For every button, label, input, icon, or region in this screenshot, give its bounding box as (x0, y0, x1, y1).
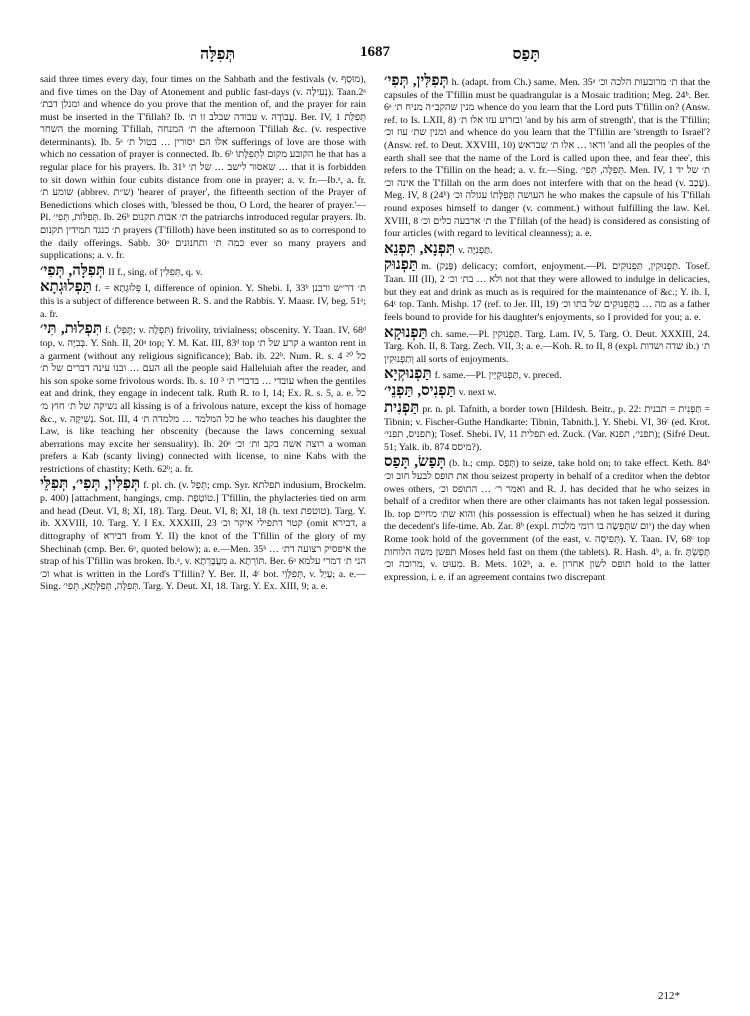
entry-headword: תְּפִלִּין, תְּפִי׳ (384, 73, 449, 89)
left-column (40, 74, 366, 595)
entry-definition: h. (adapt. from Ch.) same. Men. 35ᵃ ת׳ מרובעות הלכה וכ׳ that the capsules of the T'fillin must be quadrangular is a Mosaic tradition; Meg. 24ᵇ. Ber. 6ᵃ מנין שהקב״ה מניח ת׳ whence do you learn that the Lord puts T'fillin on? (Answ. ref. to Is. LXII, 8) ובזרוע עזו אלו ת׳ 'and by his arm of strength', that is the T'fillin; ומנין שת׳ עוז וכ׳ and whence do you learn that the T'fillin are 'strength to Israel'? (Answ. ref. to Deut. XXVIII, 10) וראו … אלו ת׳ שבראש 'and all the peoples of the earth shall see that the name of the Lord is called upon thee, and fear thee', this refers to the T'fillin on the head; a. v. fr.—Sing. תְּפִלָּה, תְּפִי׳. Men. IV, 1 ת׳ של יד אינה וכ׳ the T'fillah on the arm does not interfere with that on the head (v. עָכַב). Meg. IV, 8 (24ᵇ) העושה תְּפִלָּתוֹ עגולה וכ׳ he who makes the capsule of his T'fillah round exposes himself to danger (v. comment.) without fulfilling the law. Kel. XVIII, 8 ת׳ ארבעה כלים וכ׳ the T'fillah (of the head) is considered as consisting of four articles (with regard to levitical cleanness); a. e. (384, 77, 711, 240)
dictionary-entry (384, 384, 710, 400)
dictionary-entry (384, 258, 710, 324)
dictionary-entry (40, 322, 366, 476)
dictionary-entry (384, 326, 710, 367)
entry-headword: תִּפְנָא, תִּפְנֵא (384, 240, 456, 257)
entry-definition: m. (פָּנַק) delicacy; comfort, enjoyment.—Pl. תַּפְנוּקִין, תַּפְנוּקִים. Tosef. Taan. III (II), 2 ולא … בת׳ וכ׳ not that they were allowed to indulge in delicacies, but they eat and drink as much as is required for the maintenance of &c.; Y. ib. I, 64ᶜ top. Tanh. Mishp. 17 (ref. to Jer. III, 19) מה … בַּתַּפְנוּקִים של בתו וכ׳ as a father feels bound to provide for his daughter's enjoyments, so I provided for you; a. e. (384, 261, 711, 323)
entry-definition: f. = פְּלוּגְתָא I, difference of opinion. Y. Shebi. I, 33ᵇ ת׳ דר״ש ורבנן this is a subject of difference between R. S. and the Rabbis. Y. Maasr. IV, beg. 51ᵃ; a. fr. (40, 283, 366, 320)
entry-definition: f. (תָּפֵל; v. תִּפְלָה) frivolity, trivialness; obscenity. Y. Taan. IV, 68ᵈ top, v. בְּבִיָּה. Y. Snh. II, 20ᵃ top; Y. M. Kat. III, 83ᵈ top קרע של ת׳ a wanton rent in a garment (without any religious significance); Bab. ib. 22ᵇ. Num. R. s. 4 ²⁰ כל העם … ובנו עינה דברים של ת׳ all the people said Halleluiah after the reader, and his son spoke some frivolous words. Ib. s. 10 ³ עובדי … בדברי ת׳ when the gentiles eat and drink, they engage in indecent talk. Ruth R. to I, 14; Ex. R. s. 5, a. e. כל נשיקה של ת׳ חוץ מ׳ all kissing is of a frivolous nature, except the kiss of homage &c., v. נְשִׁיקָה. Sot. III, 4 כל המלמד … מלמדה ת׳ he who teaches his daughter the Law, is like teaching her obscenity (because the laws concerning sexual aberrations may excite her sensuality). Ib. 20ᵃ רוצה אשה בקב ות׳ וכ׳ a woman prefers a Kab (scanty living) connected with license, to nine Kabs with the restrictions of chastity; Keth. 62ᵇ; a. fr. (40, 325, 367, 475)
entry-headword: תְּפִלָּה, תְּפִי׳ (40, 262, 106, 279)
entry-headword: תָּפַשׂ, תָּפַס (384, 454, 446, 471)
dictionary-entry (40, 74, 366, 263)
entry-headword: תַּפְנִית (384, 399, 420, 416)
dictionary-entry (384, 242, 710, 258)
entry-definition: f. pl. ch. (v. תְּפַל; cmp. Syr. תפלתא indusium, Brockelm. p. 400) [attachment, hangings, cmp. טוֹטֶפֶת.] T'fillin, the phylacteries tied on arm and head (Deut. VI, 8; XI, 18). Targ. Deut. VI, 8; XI, 18 (h. text טוטפת). Targ. Y. ib. XXVIII, 10. Targ. Y. I Ex. XXXIII, 23 קטר דתפילי איקר וכ׳ (omit דבירא, a dittography of דבירא from Y. II) the knot of the T'fillin of the glory of my Shechinah (cmp. Ber. 6ᵃ, quoted below); a. e.—Men. 35ᵇ … איפסיק רצועה דת׳ the strap of his T'fillin was broken. Ib.ᵃ, v. מִעֲבָּרְתָא a. תּוֹרְתָא. Ber. 6ᵃ הני ת׳ דמרי עלמא וכ׳ what is written in the Lord's T'fillin? Y. Ber. II, 4ᶜ bot. תְּפִלְּוֵי, v. עָיַל; a. e.—Sing. תְּפִלָּה, תְּפִלְּתָא, תְּפִי׳. Targ. Y. Deut. XI, 18. Targ. Y. Ex. XIII, 9; a. e. (40, 480, 367, 593)
header-guide-word-right: תָּפַס (512, 44, 540, 63)
entry-definition: II f., sing. of תְּפִלִּין, q. v. (108, 266, 203, 278)
entry-definition: (b. h.; cmp. תָּפַס) to seize, take hold on; to take effect. Keth. 84ᵇ את תופס לבעל חוב וכ׳ thou seizest property in behalf of a creditor when the debtor owes others, ואמר ר׳ … התופס וכ׳ and R. J. has decided that he who seizes in behalf of a creditor when there are other claimants has not taken legal possession. Ib. top והוא שת׳ מחיים (his possession is effectual) when he has seized it during the decedent's life-time. Ab. Zar. 8ᵇ (expl. יום שתָּפְשָׂה בו רומי מלכות) the day when Rome took hold of the government (of the east, v. תְּפִיסָה). Y. Taan. IV, 68ᶜ top תפשן משה הלוחות Moses held fast on them (the tablets). R. Hash. 4ᵇ, a. fr. תָּפַשְׂתָּ מרובה וכ׳, v. מִעוּט. B. Mets. 102ᵇ, a. e. תופס לשון אחרון hold to the latter expression, i. e. if an agreement contains two discrepant (384, 458, 711, 583)
page-header (40, 36, 710, 66)
entry-definition: pr. n. pl. Tafnith, a border town [Hildesh. Beitr., p. 22: תַּפְנִית = תבנית = Tibnin; v. Fischer-Guthe Handkarte: Tibnin, Tabnith.]. Y. Shebi. VI, 36ᶜ (ed. Krot. תפניס, תפני׳); Tosef. Shebi. IV, 11 תפלית ed. Zuck. (Var. תפני׳, תפנא); (Sifré Deut. 51; Yalk. ib. 874 מיסס?). (384, 403, 710, 453)
entry-headword: תַּפְנוּק (384, 257, 419, 274)
right-column (384, 74, 710, 595)
page-number: 1687 (360, 44, 390, 60)
dictionary-entry (40, 264, 366, 280)
dictionary-entry (384, 74, 710, 241)
dictionary-entry (40, 477, 366, 593)
entry-headword: תַּפְנוּקָא (384, 324, 428, 341)
dictionary-entry (384, 455, 710, 584)
entry-headword: תְּפִלִּין, תְּפִי׳, תְּפִלֵּי (40, 476, 141, 493)
entry-definition: f. same.—Pl. תַּפְנוּקְיָין, v. preced. (434, 370, 562, 382)
dictionary-entry (384, 367, 710, 383)
header-guide-word-left: תְּפִלָּה (200, 44, 236, 63)
entry-headword: תַּפְנוּקְיָא (384, 366, 432, 383)
entry-definition: ch. same.—Pl. תַּפְנוּקִין. Targ. Lam. IV, 5. Targ. O. Deut. XXXIII, 24. Targ. Koh. II, 8. Targ. Zech. VII, 3; a. e.—Koh. R. to II, 8 (expl. שדה ושדות ib.) ת׳ וְתַפְנוּקִין all sorts of enjoyments. (384, 328, 710, 365)
entry-definition: said three times every day, four times on the Sabbath and the festivals (v. מוּסָף), and five times on the Day of Atonement and public fast-days (v. נְעִילָה). Taan.2ᵃ ומנלן דבת׳ and whence do you prove that the mention of, and the prayer for rain must be inserted in the T'fillah? Ib. עבודה שבלב זו ת׳ v. עֲבוֹדָה. Ber. IV, 1 תְּפִלַּת השחר the morning T'fillah, ת׳ המנחה the afternoon T'fillah &c. (v. respective determinants). Ib. 5ᵃ אלו הם יסורין … בטול ת׳ sufferings of love are those with which no cessation of prayer is connected. Ib. 6ᵇ הקובע מקום לִתְפִלָּתוֹ he that has a regular place for his prayers. Ib. 31ᵇ שאסור לישב … של ת׳ … that it is forbidden to sit down within four cubits distance from one in prayer; a. v. fr.—Ib.ᵃ, a. fr. שומע ת׳ (abbrev. ש״ת) 'hearer of prayer', the fifteenth section of the Prayer of Benedictions which closes with, 'blessed be thou, O Lord, the hearer of prayer.'—Pl. תְּפִלּוֹת, תְּפִי׳. Ib. 26ᵇ ת׳ אבות תקנום the patriarchs introduced regular prayers. Ib. ת׳ כנגד תמידין תקנום prayers (T'filloth) have been instituted so as to correspond to the daily offerings. Sabb. 30ᵃ כמה ת׳ ותחנונים ever so many prayers and supplications; a. v. fr. (40, 74, 367, 262)
entry-definition: v. next w. (458, 387, 497, 399)
entry-headword: תַּפְלוּגְתָא (40, 279, 92, 296)
entry-headword: תִּפְלוּת, תִּי׳ (40, 321, 102, 338)
entry-headword: תַּפְנִיס, תַּפְנֵי׳ (384, 383, 456, 400)
signature-mark: 212* (658, 990, 680, 1002)
dictionary-entry (384, 401, 710, 454)
entry-definition: v. תַּפְנִיָּה. (458, 244, 493, 256)
text-columns (40, 74, 710, 595)
dictionary-entry (40, 280, 366, 321)
